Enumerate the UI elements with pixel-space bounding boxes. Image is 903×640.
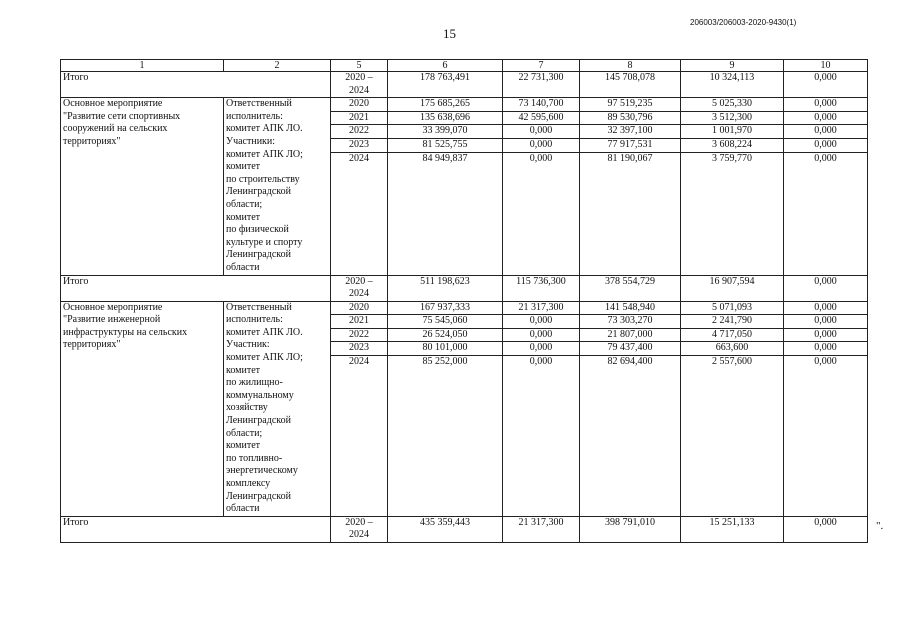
executor-line: культуре и спорту [226,236,303,248]
value-cell: 73 140,700 [503,98,579,112]
year-cell: 2022 [331,125,387,139]
value-cell: 0,000 [784,139,867,153]
value-cell: 82 694,400 [607,356,653,368]
measure-line: территориях" [63,135,121,147]
year-cell: 2021 [331,315,387,329]
value-cell: 0,000 [503,315,579,329]
measure-name [61,98,224,275]
document-code: 206003/206003-2020-9430(1) [690,18,797,27]
executor-line: комитет [226,364,261,376]
value-cell: 663,600 [681,342,783,356]
total-cell: 0,000 [784,72,868,98]
measure-line: Основное мероприятие [63,98,163,110]
executor-line: хозяйству [226,402,268,414]
value-cell: 77 917,531 [580,139,680,153]
year-cell: 2022 [331,329,387,343]
executor-line: исполнитель: [226,110,283,122]
value-cell: 3 608,224 [681,139,783,153]
executor-line: Участники: [226,135,276,147]
total-row [61,72,868,98]
executor-list [224,98,331,275]
executor-line: по жилищно- [226,377,283,389]
total-cell: 15 251,133 [681,516,784,542]
value-cell: 0,000 [784,302,867,316]
total-period [331,275,388,301]
period-line: 2020 – [345,516,373,528]
value-cell: 0,000 [529,152,553,164]
column-number-row [61,60,868,72]
value-cell: 2 557,600 [712,356,752,368]
column-header: 5 [331,60,388,72]
total-cell: 10 324,113 [681,72,784,98]
value-cell: 97 519,235 [580,98,680,112]
value-column-6 [388,98,503,275]
value-cell: 3 759,770 [712,152,752,164]
value-cell: 5 025,330 [681,98,783,112]
value-column-8 [580,301,681,516]
measure-line: "Развитие инженерной [63,314,161,326]
total-period [331,72,388,98]
value-cell: 21 807,000 [580,329,680,343]
period-line: 2024 [349,84,369,96]
executor-list [224,301,331,516]
value-cell: 0,000 [529,356,553,368]
value-cell: 0,000 [814,356,837,368]
value-column-7 [503,98,580,275]
value-column-9 [681,98,784,275]
executor-line: исполнитель: [226,314,283,326]
executor-line: области; [226,198,263,210]
total-cell: 145 708,078 [580,72,681,98]
value-cell: 73 303,270 [580,315,680,329]
year-cell: 2021 [331,112,387,126]
value-cell: 175 685,265 [388,98,502,112]
column-header: 1 [61,60,224,72]
value-cell: 0,000 [814,152,837,164]
period-line: 2020 – [345,275,373,287]
total-cell: 22 731,300 [503,72,580,98]
executor-line: Ленинградской [226,249,291,261]
total-cell: 115 736,300 [503,275,580,301]
executor-line: Ответственный [226,301,292,313]
value-cell: 79 437,400 [580,342,680,356]
total-row [61,275,868,301]
total-cell: 378 554,729 [580,275,681,301]
executor-line: комитет [226,211,261,223]
column-header: 2 [224,60,331,72]
value-cell: 80 101,000 [388,342,502,356]
executor-line: комитет АПК ЛО. [226,326,303,338]
executor-line: Ленинградской [226,490,291,502]
total-cell: 0,000 [784,275,868,301]
value-cell: 21 317,300 [503,302,579,316]
period-line: 2024 [349,288,369,300]
measure-line: "Развитие сети спортивных [63,110,181,122]
value-cell: 26 524,050 [388,329,502,343]
page-number: 15 [443,26,456,41]
value-cell: 89 530,796 [580,112,680,126]
value-cell: 0,000 [503,139,579,153]
value-cell: 0,000 [784,125,867,139]
executor-line: области; [226,427,263,439]
total-label: Итого [61,275,331,301]
executor-line: энергетическому [226,465,298,477]
value-cell: 0,000 [784,315,867,329]
total-cell: 435 359,443 [388,516,503,542]
executor-line: по физической [226,224,289,236]
executor-line: комитет АПК ЛО; [226,148,303,160]
total-cell: 511 198,623 [388,275,503,301]
value-cell: 141 548,940 [580,302,680,316]
column-header: 8 [580,60,681,72]
year-cell: 2020 [331,98,387,112]
total-cell: 0,000 [784,516,868,542]
value-cell: 85 252,000 [422,356,468,368]
executor-line: комитет [226,440,261,452]
value-column-9 [681,301,784,516]
year-cell: 2024 [349,152,369,164]
executor-line: по топливно- [226,452,283,464]
value-column-8 [580,98,681,275]
value-cell: 3 512,300 [681,112,783,126]
value-cell: 0,000 [784,342,867,356]
value-cell: 5 071,093 [681,302,783,316]
measure-row [61,98,868,275]
value-cell: 2 241,790 [681,315,783,329]
measure-line: территориях" [63,339,121,351]
value-cell: 0,000 [503,329,579,343]
year-cell: 2023 [331,139,387,153]
value-cell: 167 937,333 [388,302,502,316]
value-cell: 0,000 [784,112,867,126]
executor-line: комплексу [226,478,271,489]
total-cell: 16 907,594 [681,275,784,301]
executor-line: Ленинградской [226,415,291,427]
executor-line: Ответственный [226,98,292,110]
value-cell: 0,000 [503,342,579,356]
value-cell: 0,000 [784,98,867,112]
year-cell: 2024 [349,356,369,368]
executor-line: Участник: [226,339,270,351]
year-cell: 2023 [331,342,387,356]
value-cell: 4 717,050 [681,329,783,343]
value-cell: 135 638,696 [388,112,502,126]
column-header: 9 [681,60,784,72]
value-column-10 [784,98,868,275]
total-cell: 398 791,010 [580,516,681,542]
total-label: Итого [61,72,331,98]
executor-line: комитет АПК ЛО; [226,352,303,364]
year-cell: 2020 [331,302,387,316]
executor-line: по строительству [226,173,300,185]
value-column-6 [388,301,503,516]
value-cell: 33 399,070 [388,125,502,139]
total-cell: 21 317,300 [503,516,580,542]
year-column [331,301,388,516]
executor-line: комитет АПК ЛО. [226,123,303,135]
executor-line: области [226,261,260,273]
total-row [61,516,868,542]
column-header: 6 [388,60,503,72]
measure-line: Основное мероприятие [63,301,163,313]
value-cell: 1 001,970 [681,125,783,139]
executor-line: Ленинградской [226,186,291,198]
value-cell: 84 949,837 [422,152,468,164]
value-cell: 0,000 [503,125,579,139]
period-line: 2020 – [345,72,373,83]
value-cell: 0,000 [784,329,867,343]
executor-line: области [226,503,260,515]
value-cell: 32 397,100 [580,125,680,139]
total-cell: 178 763,491 [388,72,503,98]
measure-line: сооружений на сельских [63,123,168,135]
year-column [331,98,388,275]
executor-line: комитет [226,161,261,173]
value-column-7 [503,301,580,516]
value-cell: 81 525,755 [388,139,502,153]
value-cell: 81 190,067 [607,152,653,164]
budget-table [60,59,868,543]
closing-quote-mark: ". [876,520,884,532]
column-header: 10 [784,60,868,72]
measure-name [61,301,224,516]
column-header: 7 [503,60,580,72]
value-cell: 75 545,060 [388,315,502,329]
total-period [331,516,388,542]
value-cell: 42 595,600 [503,112,579,126]
executor-line: коммунальному [226,389,294,401]
measure-row [61,301,868,516]
period-line: 2024 [349,529,369,541]
total-label: Итого [61,516,331,542]
measure-line: инфраструктуры на сельских [63,326,188,338]
value-column-10 [784,301,868,516]
